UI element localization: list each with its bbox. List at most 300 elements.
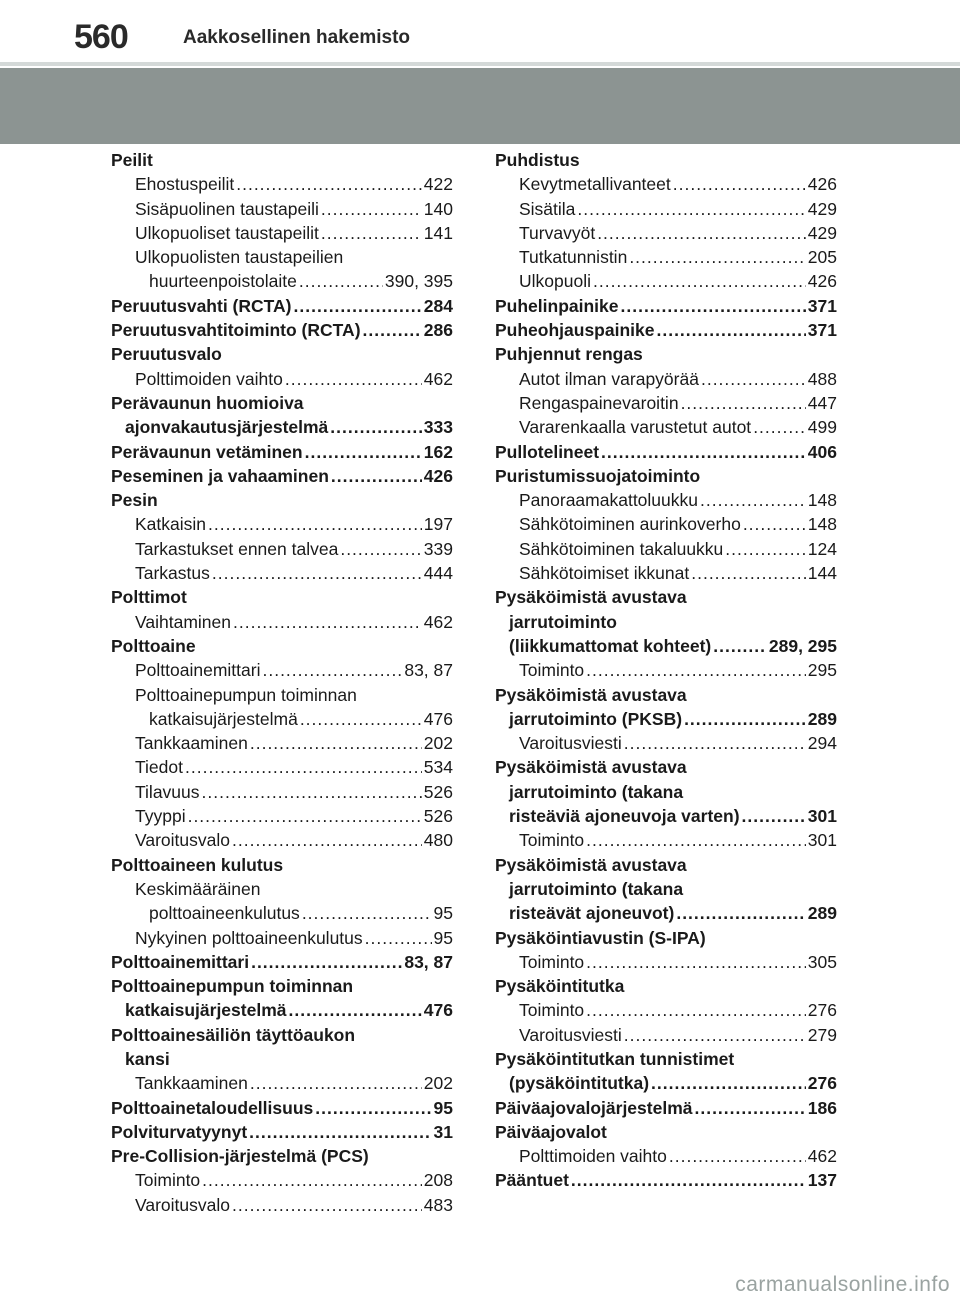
index-entry	[111, 1023, 453, 1047]
page-reference: 148	[807, 490, 837, 511]
index-entry	[111, 804, 453, 828]
index-entry	[111, 998, 453, 1022]
header-divider	[0, 62, 960, 66]
dot-leader	[289, 998, 422, 1022]
index-term: Päiväajovalojärjestelmä	[495, 1097, 693, 1118]
dot-leader	[656, 318, 805, 342]
index-term: Polttoainepumpun toiminnan	[135, 684, 357, 705]
page-reference: 31	[433, 1121, 453, 1142]
dot-leader	[725, 537, 806, 561]
index-entry	[111, 318, 453, 342]
index-term: ajonvakautusjärjestelmä	[125, 417, 329, 438]
index-term: Polttoaineen kulutus	[111, 854, 284, 875]
index-term: Katkaisin	[135, 514, 207, 535]
index-term: Varoitusviesti	[519, 1024, 622, 1045]
watermark: carmanualsonline.info	[735, 1273, 950, 1296]
index-term: (pysäköintitutka)	[509, 1073, 650, 1094]
index-entry	[495, 269, 837, 293]
dot-leader	[251, 950, 402, 974]
page-reference: 371	[807, 295, 837, 316]
dot-leader	[365, 926, 432, 950]
page-reference: 208	[423, 1170, 453, 1191]
dot-leader	[302, 901, 432, 925]
index-term: Sisäpuolinen taustapeili	[135, 198, 319, 219]
index-entry	[111, 440, 453, 464]
index-term: Keskimääräinen	[135, 878, 261, 899]
index-entry	[111, 780, 453, 804]
index-term: Pysäköimistä avustava	[495, 757, 687, 778]
index-term: katkaisujärjestelmä	[149, 708, 298, 729]
dot-leader	[285, 367, 422, 391]
page-reference: 499	[807, 417, 837, 438]
index-term: katkaisujärjestelmä	[125, 1000, 287, 1021]
index-term: Puristumissuojatoiminto	[495, 465, 701, 486]
index-entry	[111, 950, 453, 974]
index-term: Toiminto	[519, 660, 585, 681]
index-term: Vaihtaminen	[135, 611, 231, 632]
dot-leader	[681, 391, 806, 415]
index-term: Nykyinen polttoaineenkulutus	[135, 927, 363, 948]
index-entry	[495, 658, 837, 682]
dot-leader	[188, 804, 422, 828]
index-entry	[495, 926, 837, 950]
dot-leader	[700, 488, 806, 512]
index-entry	[111, 415, 453, 439]
index-entry	[495, 221, 837, 245]
dot-leader	[299, 269, 383, 293]
index-term: jarrutoiminto (takana	[509, 878, 684, 899]
page-reference: 301	[807, 830, 837, 851]
page-reference: 289	[807, 903, 837, 924]
index-term: Polttimoiden vaihto	[135, 368, 283, 389]
dot-leader	[232, 1193, 422, 1217]
dot-leader	[571, 1168, 806, 1192]
index-term: Toiminto	[519, 951, 585, 972]
index-term: Tutkatunnistin	[519, 247, 628, 268]
page-reference: 162	[423, 441, 453, 462]
page-reference: 197	[423, 514, 453, 535]
page-reference: 526	[423, 806, 453, 827]
index-entry	[495, 634, 837, 658]
dot-leader	[629, 245, 805, 269]
index-entry	[495, 780, 837, 804]
page-reference: 186	[807, 1097, 837, 1118]
index-term: Peseminen ja vahaaminen	[111, 465, 329, 486]
index-entry	[495, 512, 837, 536]
dot-leader	[601, 440, 806, 464]
dot-leader	[586, 950, 806, 974]
dot-leader	[651, 1071, 806, 1095]
page-reference: 371	[807, 320, 837, 341]
index-entry	[495, 1047, 837, 1071]
dot-leader	[701, 367, 806, 391]
index-entry	[495, 1023, 837, 1047]
index-term: polttoaineenkulutus	[149, 903, 300, 924]
dot-leader	[262, 658, 402, 682]
index-term: Pysäköintitutkan tunnistimet	[495, 1048, 735, 1069]
page-reference: 276	[807, 1000, 837, 1021]
index-entry	[111, 1071, 453, 1095]
index-term: Polttoainepumpun toiminnan	[111, 976, 354, 997]
index-term: Sähkötoiminen takaluukku	[519, 538, 724, 559]
index-entry	[111, 1096, 453, 1120]
index-entry	[495, 1120, 837, 1144]
index-term: Toiminto	[519, 1000, 585, 1021]
page-reference: 289	[807, 708, 837, 729]
index-entry	[495, 197, 837, 221]
index-column-left	[111, 148, 453, 1217]
index-entry	[495, 804, 837, 828]
index-entry	[495, 731, 837, 755]
index-entry	[111, 512, 453, 536]
index-entry	[111, 172, 453, 196]
index-term: Puhjennut rengas	[495, 344, 643, 365]
page-reference: 284	[423, 295, 453, 316]
index-term: jarrutoiminto	[509, 611, 617, 632]
dot-leader	[621, 294, 806, 318]
page-reference: 301	[807, 806, 837, 827]
index-entry	[111, 391, 453, 415]
dot-leader	[321, 197, 422, 221]
page-reference: 406	[807, 441, 837, 462]
page-reference: 289, 295	[768, 635, 837, 656]
index-term: Ulkopuoli	[519, 271, 591, 292]
page-reference: 462	[807, 1146, 837, 1167]
page-reference: 202	[423, 1073, 453, 1094]
index-term: Perävaunun huomioiva	[111, 392, 304, 413]
index-entry	[495, 828, 837, 852]
index-entry	[111, 269, 453, 293]
index-entry	[111, 294, 453, 318]
index-entry	[111, 828, 453, 852]
page-reference: 202	[423, 733, 453, 754]
dot-leader	[330, 415, 422, 439]
index-entry	[495, 367, 837, 391]
index-entry	[111, 561, 453, 585]
dot-leader	[331, 464, 422, 488]
page-reference: 137	[807, 1170, 837, 1191]
index-entry	[495, 294, 837, 318]
index-entry	[495, 415, 837, 439]
index-entry	[495, 440, 837, 464]
dot-leader	[597, 221, 806, 245]
dot-leader	[315, 1096, 431, 1120]
index-entry	[495, 537, 837, 561]
index-term: risteäviä ajoneuvoja varten)	[509, 806, 740, 827]
dot-leader	[753, 415, 806, 439]
index-term: Vararenkaalla varustetut autot	[519, 417, 752, 438]
page-reference: 140	[423, 198, 453, 219]
page-reference: 447	[807, 392, 837, 413]
dot-leader	[676, 901, 805, 925]
index-term: Puhelinpainike	[495, 295, 619, 316]
index-entry	[495, 853, 837, 877]
index-term: Tyyppi	[135, 806, 186, 827]
dot-leader	[577, 197, 805, 221]
index-term: Tankkaaminen	[135, 1073, 248, 1094]
index-term: Polttoainetaloudellisuus	[111, 1097, 314, 1118]
index-entry	[111, 197, 453, 221]
dot-leader	[593, 269, 806, 293]
page-reference: 390, 395	[384, 271, 453, 292]
index-term: Perävaunun vetäminen	[111, 441, 303, 462]
index-term: Peilit	[111, 150, 153, 170]
index-term: Polttoainemittari	[135, 660, 261, 681]
index-entry	[495, 683, 837, 707]
index-term: Varoitusvalo	[135, 830, 231, 851]
index-entry	[495, 974, 837, 998]
index-entry	[495, 1071, 837, 1095]
page-reference: 526	[423, 781, 453, 802]
dot-leader	[673, 172, 806, 196]
index-term: Ulkopuolisten taustapeilien	[135, 247, 344, 268]
dot-leader	[691, 561, 806, 585]
page-reference: 294	[807, 733, 837, 754]
page-reference: 279	[807, 1024, 837, 1045]
page-reference: 462	[423, 611, 453, 632]
dot-leader	[300, 707, 422, 731]
page-reference: 426	[807, 271, 837, 292]
index-entry	[111, 1168, 453, 1192]
page-reference: 83, 87	[404, 951, 453, 972]
index-term: Polttoainemittari	[111, 951, 250, 972]
index-term: Polttimot	[111, 587, 187, 608]
index-entry	[111, 707, 453, 731]
index-entry	[495, 488, 837, 512]
dot-leader	[232, 828, 422, 852]
index-term: (liikkumattomat kohteet)	[509, 635, 712, 656]
dot-leader	[586, 658, 806, 682]
index-term: Polttoainesäiliön täyttöaukon	[111, 1024, 356, 1045]
index-term: Polttoaine	[111, 635, 196, 656]
page-reference: 95	[433, 903, 453, 924]
index-entry	[111, 367, 453, 391]
index-entry	[111, 488, 453, 512]
index-entry	[111, 658, 453, 682]
page-reference: 339	[423, 538, 453, 559]
index-term: Tarkastus	[135, 563, 210, 584]
page-reference: 148	[807, 514, 837, 535]
index-term: Pysäköimistä avustava	[495, 854, 687, 875]
page-reference: 205	[807, 247, 837, 268]
page-reference: 95	[433, 927, 453, 948]
page-reference: 83, 87	[404, 660, 453, 681]
index-term: kansi	[125, 1048, 170, 1069]
index-entry	[111, 342, 453, 366]
index-entry	[111, 245, 453, 269]
index-term: Peruutusvahti (RCTA)	[111, 295, 292, 316]
page-reference: 95	[433, 1097, 453, 1118]
index-entry	[495, 1168, 837, 1192]
index-term: Polttimoiden vaihto	[519, 1146, 667, 1167]
index-term: Pysäköintiavustin (S-IPA)	[495, 927, 706, 948]
index-entry	[495, 998, 837, 1022]
page-reference: 476	[423, 708, 453, 729]
index-term: Pre-Collision-järjestelmä (PCS)	[111, 1146, 369, 1167]
index-entry	[495, 391, 837, 415]
dot-leader	[249, 1120, 431, 1144]
index-term: Tiedot	[135, 757, 183, 778]
index-term: Päiväajovalot	[495, 1121, 607, 1142]
page-number: 560	[74, 18, 128, 56]
page-reference: 476	[423, 1000, 453, 1021]
index-term: Ulkopuoliset taustapeilit	[135, 222, 319, 243]
dot-leader	[340, 537, 421, 561]
index-entry	[111, 585, 453, 609]
dot-leader	[624, 1023, 806, 1047]
index-entry	[111, 1144, 453, 1168]
section-title: Aakkosellinen hakemisto	[183, 27, 411, 48]
index-term: Toiminto	[135, 1170, 201, 1191]
index-term: Varoitusviesti	[519, 733, 622, 754]
dot-leader	[212, 561, 422, 585]
index-term: Kevytmetallivanteet	[519, 174, 671, 195]
dot-leader	[586, 998, 806, 1022]
dot-leader	[669, 1144, 806, 1168]
index-entry	[495, 901, 837, 925]
page-reference: 286	[423, 320, 453, 341]
page-header	[0, 0, 960, 70]
dot-leader	[586, 828, 806, 852]
index-entry	[111, 926, 453, 950]
page-reference: 480	[423, 830, 453, 851]
index-term: Puheohjauspainike	[495, 320, 655, 341]
index-term: Varoitusvalo	[135, 1194, 231, 1215]
index-entry	[495, 561, 837, 585]
page-reference: 422	[423, 174, 453, 195]
index-term: Tankkaaminen	[135, 733, 248, 754]
dot-leader	[305, 440, 422, 464]
index-entry	[495, 318, 837, 342]
index-column-right	[495, 148, 837, 1193]
index-term: Autot ilman varapyörää	[519, 368, 699, 389]
page-reference: 462	[423, 368, 453, 389]
dot-leader	[694, 1096, 805, 1120]
page-reference: 429	[807, 222, 837, 243]
index-entry	[495, 707, 837, 731]
index-entry	[111, 683, 453, 707]
index-entry	[111, 610, 453, 634]
index-term: Sisätila	[519, 198, 576, 219]
index-entry	[495, 755, 837, 779]
dot-leader	[363, 318, 422, 342]
index-entry	[111, 537, 453, 561]
page-reference: 276	[807, 1073, 837, 1094]
index-entry	[111, 901, 453, 925]
dot-leader	[742, 804, 806, 828]
index-entry	[495, 342, 837, 366]
index-term: Pysäköimistä avustava	[495, 587, 687, 608]
dot-leader	[684, 707, 806, 731]
index-entry	[495, 585, 837, 609]
header-banner	[0, 68, 960, 144]
index-entry	[111, 148, 453, 172]
dot-leader	[294, 294, 422, 318]
page-reference: 426	[423, 465, 453, 486]
index-term: Polviturvatyynyt	[111, 1121, 248, 1142]
page-reference: 295	[807, 660, 837, 681]
index-term: Pesin	[111, 490, 158, 511]
index-entry	[495, 1144, 837, 1168]
page-reference: 141	[423, 222, 453, 243]
index-entry	[495, 610, 837, 634]
index-term: Sähkötoiminen aurinkoverho	[519, 514, 741, 535]
index-term: Peruutusvahtitoiminto (RCTA)	[111, 320, 361, 341]
index-term: Pääntuet	[495, 1170, 569, 1191]
index-term: risteävät ajoneuvot)	[509, 903, 675, 924]
index-term: Toiminto	[519, 830, 585, 851]
index-term: Tilavuus	[135, 781, 200, 802]
dot-leader	[250, 1071, 422, 1095]
index-entry	[111, 464, 453, 488]
index-entry	[495, 172, 837, 196]
index-term: Ehostuspeilit	[135, 174, 235, 195]
index-entry	[111, 731, 453, 755]
page-reference: 144	[807, 563, 837, 584]
dot-leader	[236, 172, 422, 196]
dot-leader	[185, 755, 422, 779]
index-entry	[111, 1047, 453, 1071]
dot-leader	[250, 731, 422, 755]
index-entry	[495, 245, 837, 269]
index-entry	[111, 1120, 453, 1144]
dot-leader	[713, 634, 767, 658]
index-term: jarrutoiminto (PKSB)	[509, 708, 683, 729]
index-entry	[111, 853, 453, 877]
index-term: Rengaspainevaroitin	[519, 392, 679, 413]
index-entry	[111, 221, 453, 245]
page-reference: 333	[423, 417, 453, 438]
index-entry	[111, 755, 453, 779]
dot-leader	[202, 1168, 422, 1192]
index-entry	[495, 950, 837, 974]
dot-leader	[208, 512, 422, 536]
dot-leader	[202, 780, 422, 804]
index-entry	[495, 1096, 837, 1120]
index-term: Pysäköimistä avustava	[495, 684, 687, 705]
index-term: Peruutusvalo	[111, 344, 222, 365]
index-term: Panoraamakattoluukku	[519, 490, 698, 511]
index-term: Turvavyöt	[519, 222, 596, 243]
page-reference: 124	[807, 538, 837, 559]
index-entry	[495, 464, 837, 488]
index-term: huurteenpoistolaite	[149, 271, 297, 292]
page-reference: 444	[423, 563, 453, 584]
index-term: Puhdistus	[495, 150, 580, 170]
dot-leader	[321, 221, 422, 245]
index-term: Pysäköintitutka	[495, 976, 625, 997]
index-term: jarrutoiminto (takana	[509, 781, 684, 802]
index-entry	[111, 634, 453, 658]
dot-leader	[743, 512, 806, 536]
dot-leader	[624, 731, 806, 755]
dot-leader	[233, 610, 422, 634]
index-entry	[495, 877, 837, 901]
index-entry	[111, 1193, 453, 1217]
page-reference: 488	[807, 368, 837, 389]
index-entry	[111, 974, 453, 998]
index-entry	[111, 877, 453, 901]
index-term: Sähkötoimiset ikkunat	[519, 563, 690, 584]
index-entry	[495, 148, 837, 172]
page-reference: 483	[423, 1194, 453, 1215]
page-reference: 426	[807, 174, 837, 195]
index-term: Tarkastukset ennen talvea	[135, 538, 339, 559]
page-reference: 534	[423, 757, 453, 778]
index-term: Pullotelineet	[495, 441, 600, 462]
page-reference: 429	[807, 198, 837, 219]
page-reference: 305	[807, 951, 837, 972]
